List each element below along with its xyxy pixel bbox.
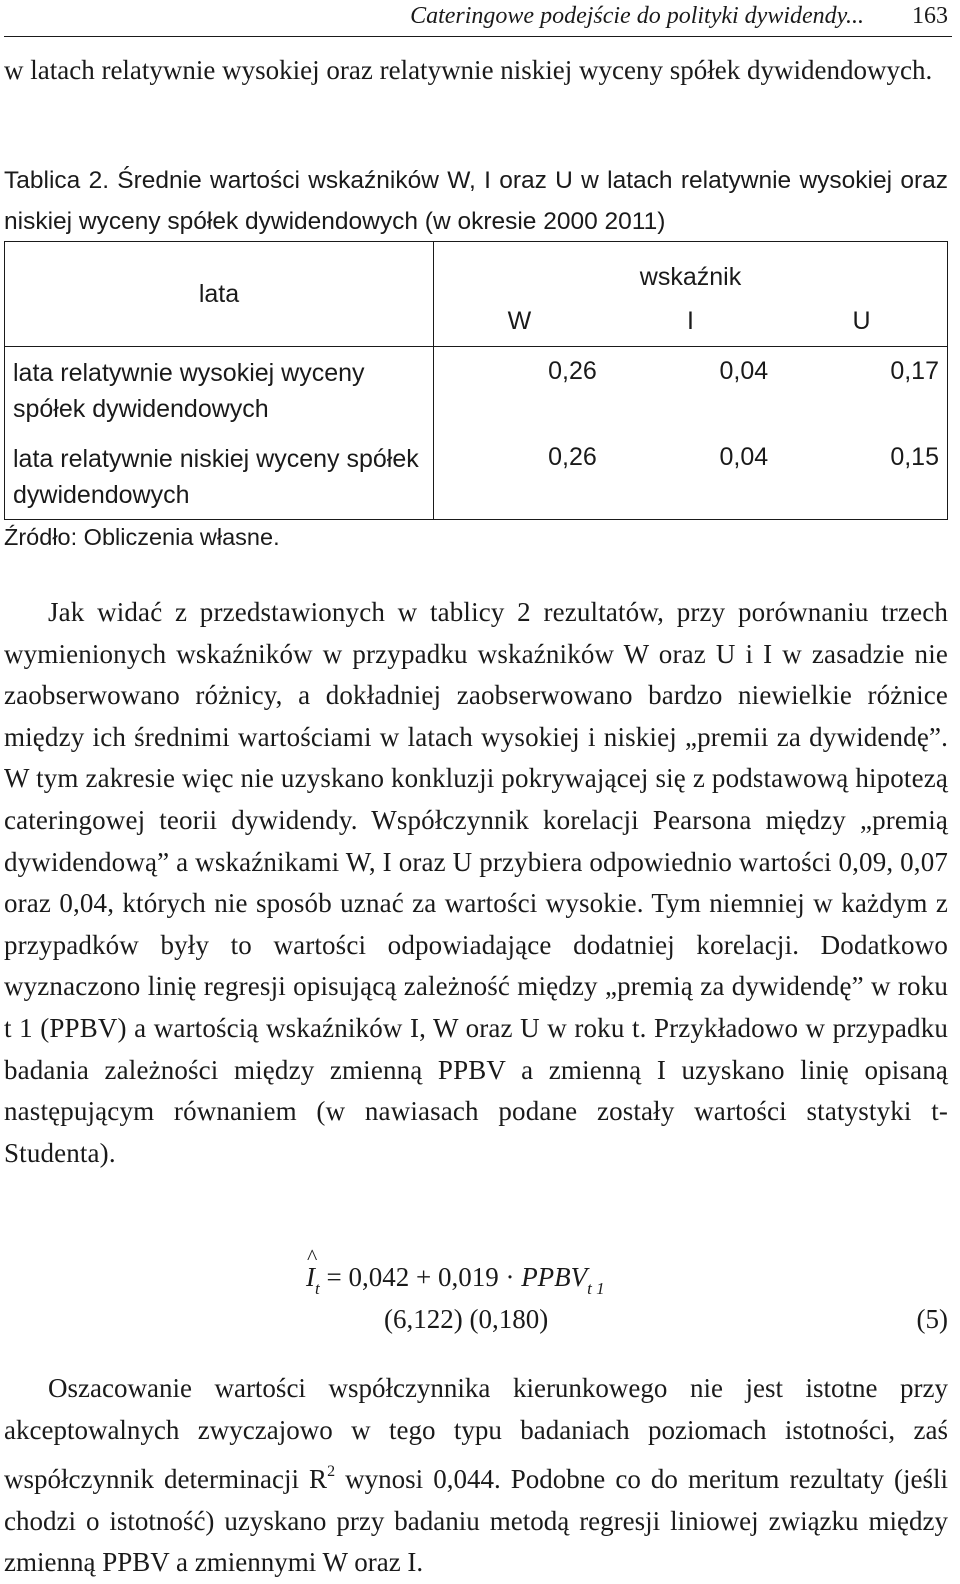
table-caption: Tablica 2. Średnie wartości wskaźników W, I oraz U w latach relatywnie wysokiej oraz niskiej wyceny spółek dywidendowych (w okresie 2000 2011) bbox=[4, 167, 948, 235]
paragraph-3-text: Oszacowanie wartości współczynnika kierunkowego nie jest istotne przy akceptowalnych zwyczajowo w tego typu badaniach poziomach istotności, zaś współczynnik determinacji R bbox=[4, 1373, 948, 1495]
running-title: Cateringowe podejście do polityki dywidendy... bbox=[410, 3, 864, 29]
cell-value: 0,26 bbox=[548, 443, 597, 471]
equation-formula bbox=[306, 1262, 605, 1299]
cell-value: 0,04 bbox=[719, 443, 769, 471]
page-number: 163 bbox=[912, 3, 948, 29]
row-header-cell: lata bbox=[5, 242, 434, 347]
paragraph-3-text-end: wynosi 0,044. Podobne co do meritum rezultaty (jeśli chodzi o istotność) uzyskano przy badaniu metodą regresji liniowej związku między zmienną PPBV a zmiennymi W oraz I. bbox=[4, 1464, 949, 1578]
equation-variable-subscript: t 1 bbox=[587, 1279, 605, 1298]
r-squared-superscript: 2 bbox=[327, 1463, 336, 1481]
row-label: lata relatywnie niskiej wyceny spółek dywidendowych bbox=[5, 433, 434, 520]
paragraph-1: w latach relatywnie wysokiej oraz relatywnie niskiej wyceny spółek dywidendowych. bbox=[4, 55, 933, 85]
cell-value: 0,15 bbox=[890, 443, 939, 471]
paragraph-2: Jak widać z przedstawionych w tablicy 2 rezultatów, przy porównaniu trzech wymienionych wskaźników w przypadku wskaźników W oraz U i I w zasadzie nie zaobserwowano różnicy, a dokładniej zaobserwowano bardzo niewielkie różnice między ich średnimi wartościami w latach wysokiej i niskiej „premii za dywidendę”. W tym zakresie więc nie uzyskano konkluzji pokrywającej się z podstawową hipotezą cateringowej teorii dywidendy. Współczynnik korelacji Pearsona między „premią dywidendową” a wskaźnikami W, I oraz U przybiera odpowiednio wartości 0,09, 0,07 oraz 0,04, których nie sposób uznać za wartości wysokie. Tym niemniej w każdym z przypadków były to wartości odpowiadające dodatniej korelacji. Dodatkowo wyznaczono linię regresji opisującą zależność między „premią za dywidendę” w roku t 1 (PPBV) a wartością wskaźników I, W oraz U w roku t. Przykładowo w przypadku badania zależności między zmienną PPBV a zmienną I uzyskano linię opisaną następującym równaniem (w nawiasach podane zostały wartości statystyki t-Studenta). bbox=[4, 597, 949, 1168]
equation-lhs: ^ I bbox=[306, 1262, 315, 1293]
column-header-u: U bbox=[776, 296, 947, 347]
equation-tstats: (6,122) (0,180) bbox=[384, 1304, 549, 1334]
table-source: Źródło: Obliczenia własne. bbox=[4, 524, 280, 550]
row-label: lata relatywnie wysokiej wyceny spółek dywidendowych bbox=[5, 347, 434, 434]
cell-value: 0,26 bbox=[548, 357, 597, 385]
running-header bbox=[4, 0, 952, 37]
data-table bbox=[4, 241, 948, 520]
table-header-row bbox=[5, 242, 948, 297]
paragraph-3 bbox=[4, 1368, 948, 1584]
table-row bbox=[5, 347, 948, 434]
column-header-i: I bbox=[605, 296, 776, 347]
equation-rhs: = 0,042 + 0,019 · bbox=[326, 1262, 515, 1292]
column-header-w: W bbox=[434, 296, 605, 347]
equation-lhs-subscript: t bbox=[315, 1279, 320, 1298]
cell-value: 0,04 bbox=[719, 357, 769, 385]
equation-number: (5) bbox=[916, 1304, 948, 1334]
table-row bbox=[5, 433, 948, 520]
equation-variable: PPBV bbox=[521, 1262, 588, 1292]
equation-5 bbox=[0, 1262, 960, 1342]
group-header-cell: wskaźnik bbox=[639, 263, 742, 291]
cell-value: 0,17 bbox=[890, 357, 939, 385]
